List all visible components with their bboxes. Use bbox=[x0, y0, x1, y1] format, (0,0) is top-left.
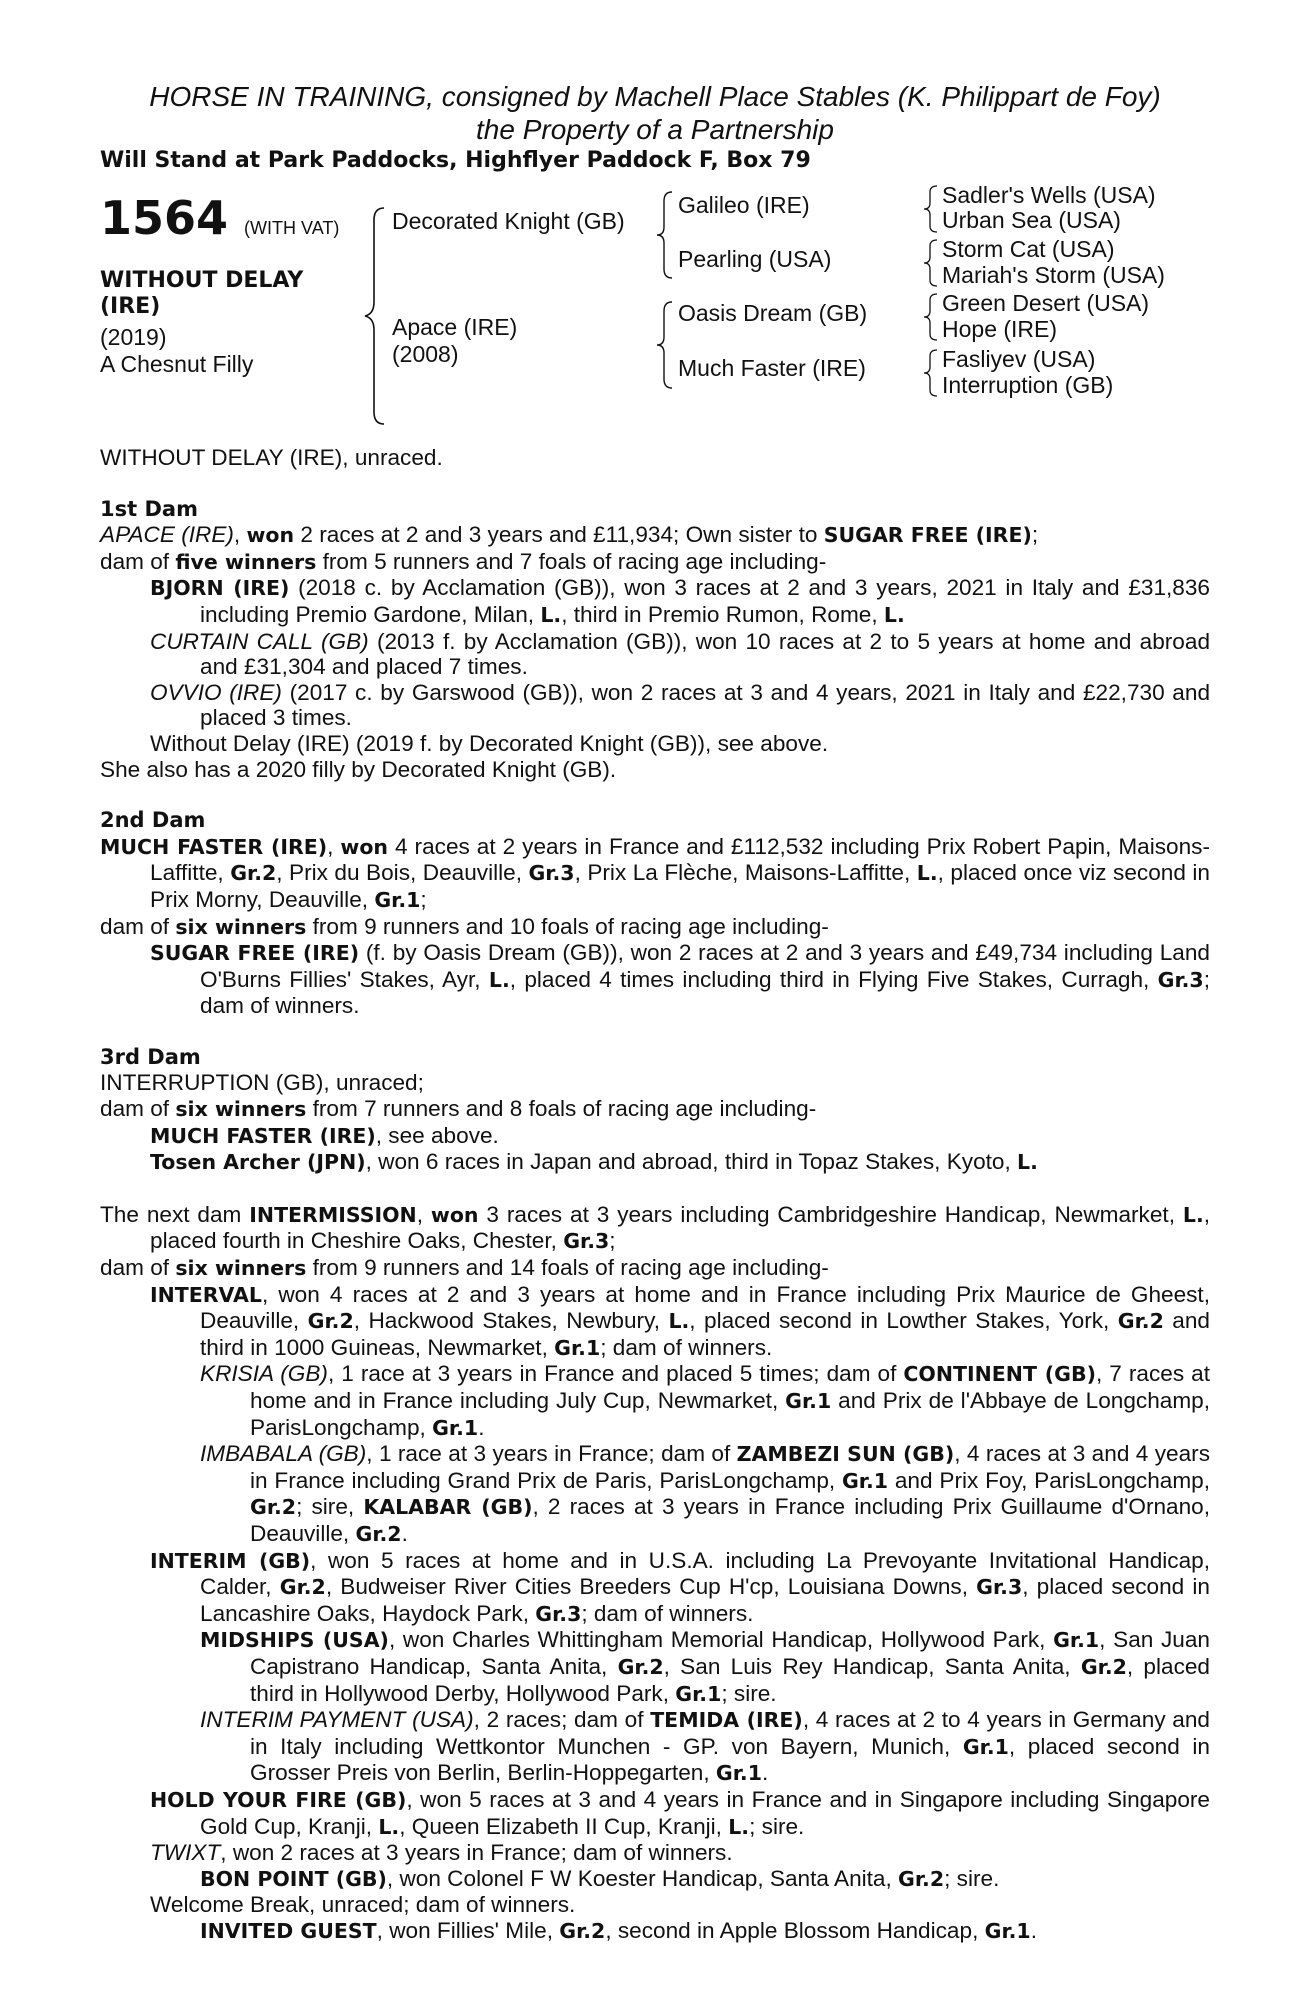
pedigree-notes bbox=[100, 445, 1210, 1944]
dd-brace-icon bbox=[922, 348, 940, 398]
lot-number: 1564 (WITH VAT) bbox=[100, 191, 340, 245]
next-dam-produce: dam of six winners from 9 runners and 14 foals of racing age including- bbox=[100, 1255, 829, 1281]
first-dam-produce: dam of five winners from 5 runners and 7 foals of racing age including- bbox=[100, 548, 827, 574]
sire-name: Decorated Knight (GB) bbox=[392, 208, 625, 234]
horse-description: A Chesnut Filly bbox=[100, 351, 254, 377]
dam-sire-name: Oasis Dream (GB) bbox=[678, 300, 868, 326]
dds-name: Fasliyev (USA) bbox=[942, 346, 1096, 372]
third-dam-line: INTERRUPTION (GB), unraced; bbox=[100, 1070, 424, 1096]
consignor-line: HORSE IN TRAINING, consigned by Machell Place Stables (K. Philippart de Foy) bbox=[149, 81, 1161, 112]
dam-name: Apace (IRE) bbox=[392, 314, 518, 340]
sss-name: Sadler's Wells (USA) bbox=[942, 182, 1156, 208]
sds-name: Storm Cat (USA) bbox=[942, 236, 1115, 262]
produce-twixt: TWIXT, won 2 races at 3 years in France; dam of winners. bbox=[150, 1840, 733, 1866]
main-brace-icon bbox=[362, 206, 388, 426]
dam-year: (2008) bbox=[392, 341, 459, 367]
second-dam-title: 2nd Dam bbox=[100, 808, 206, 833]
dss-name: Green Desert (USA) bbox=[942, 290, 1150, 316]
dam-dam-name: Much Faster (IRE) bbox=[678, 355, 866, 381]
produce-ovvio: OVVIO (IRE) (2017 c. by Garswood (GB)), won 2 races at 3 and 4 years, 2021 in Italy and £22,730 and placed 3 times. bbox=[150, 679, 1211, 731]
ddd-name: Interruption (GB) bbox=[942, 372, 1114, 398]
dam-brace-icon bbox=[655, 300, 675, 390]
produce-curtain-call: CURTAIN CALL (GB) (2013 f. by Acclamation (GB)), won 10 races at 2 to 5 years at home and abroad and £31,304 and placed 7 times. bbox=[150, 628, 1211, 680]
property-line: the Property of a Partnership bbox=[476, 114, 834, 145]
produce-interim-payment: INTERIM PAYMENT (USA), 2 races; dam of TEMIDA (IRE), 4 races at 2 to 4 years in Germany and in Italy including Wettkontor Munchen - GP. von Bayern, Munich, Gr.1, placed second in Grosser Preis von Berlin, Berlin-Hoppegarten, Gr.1. bbox=[200, 1707, 1210, 1786]
ssd-name: Urban Sea (USA) bbox=[942, 207, 1121, 233]
produce-much-faster: MUCH FASTER (IRE), see above. bbox=[150, 1122, 499, 1148]
third-dam-title: 3rd Dam bbox=[100, 1044, 201, 1069]
first-dam-also: She also has a 2020 filly by Decorated Knight (GB). bbox=[100, 756, 617, 782]
ds-brace-icon bbox=[922, 292, 940, 342]
produce-interim: INTERIM (GB), won 5 races at home and in U.S.A. including La Prevoyante Invitational Handicap, Calder, Gr.2, Budweiser River Cities Breeders Cup H'cp, Louisiana Downs, Gr.3, placed second in Lancashire Oaks, Haydock Park, Gr.3; dam of winners. bbox=[150, 1547, 1210, 1626]
dsd-name: Hope (IRE) bbox=[942, 316, 1058, 342]
second-dam-produce: dam of six winners from 9 runners and 10 foals of racing age including- bbox=[100, 913, 829, 939]
produce-interval: INTERVAL, won 4 races at 2 and 3 years at home and in France including Prix Maurice de Gheest, Deauville, Gr.2, Hackwood Stakes, Newbury, L., placed second in Lowther Stakes, York, Gr.2 and third in 1000 Guineas, Newmarket, Gr.1; dam of winners. bbox=[150, 1281, 1210, 1360]
next-dam-line: The next dam INTERMISSION, won 3 races at 3 years including Cambridgeshire Handicap, Newmarket, L., placed fourth in Cheshire Oaks, Chester, Gr.3; bbox=[100, 1201, 1211, 1254]
sd-brace-icon bbox=[922, 238, 940, 288]
intro-line: WITHOUT DELAY (IRE), unraced. bbox=[100, 445, 443, 470]
catalogue-page bbox=[100, 80, 1210, 1944]
produce-hold-your-fire: HOLD YOUR FIRE (GB), won 5 races at 3 and 4 years in France and in Singapore including Singapore Gold Cup, Kranji, L., Queen Elizabeth II Cup, Kranji, L.; sire. bbox=[150, 1786, 1210, 1839]
produce-krisia: KRISIA (GB), 1 race at 3 years in France and placed 5 times; dam of CONTINENT (GB), 7 races at home and in France including July Cup, Newmarket, Gr.1 and Prix de l'Abbaye de Longchamp, ParisLongchamp, Gr.1. bbox=[200, 1361, 1210, 1440]
third-dam-produce: dam of six winners from 7 runners and 8 foals of racing age including- bbox=[100, 1096, 817, 1122]
produce-tosen-archer: Tosen Archer (JPN), won 6 races in Japan and abroad, third in Topaz Stakes, Kyoto, L. bbox=[150, 1149, 1038, 1175]
sire-brace-icon bbox=[655, 190, 675, 280]
sire-sire-name: Galileo (IRE) bbox=[678, 192, 810, 218]
first-dam-title: 1st Dam bbox=[100, 496, 198, 521]
produce-without-delay: Without Delay (IRE) (2019 f. by Decorated Knight (GB)), see above. bbox=[150, 730, 829, 756]
second-dam-line: MUCH FASTER (IRE), won 4 races at 2 years in France and £112,532 including Prix Robert Papin, Maisons-Laffitte, Gr.2, Prix du Bois, Deauville, Gr.3, Prix La Flèche, Maisons-Laffitte, L., placed once viz second in Prix Morny, Deauville, Gr.1; bbox=[100, 833, 1211, 912]
first-dam-line: APACE (IRE), won 2 races at 2 and 3 years and £11,934; Own sister to SUGAR FREE (IRE); bbox=[100, 522, 1039, 548]
produce-imbabala: IMBABALA (GB), 1 race at 3 years in France; dam of ZAMBEZI SUN (GB), 4 races at 3 and 4 years in France including Grand Prix de Paris, ParisLongchamp, Gr.1 and Prix Foy, ParisLongchamp, Gr.2; sire, KALABAR (GB), 2 races at 3 years in France including Prix Guillaume d'Ornano, Deauville, Gr.2. bbox=[200, 1441, 1211, 1546]
horse-name: WITHOUT DELAY (IRE) bbox=[100, 268, 304, 319]
sdd-name: Mariah's Storm (USA) bbox=[942, 262, 1165, 288]
stand-line: Will Stand at Park Paddocks, Highflyer Paddock F, Box 79 bbox=[100, 148, 811, 173]
produce-bon-point: BON POINT (GB), won Colonel F W Koester Handicap, Santa Anita, Gr.2; sire. bbox=[200, 1865, 1000, 1891]
vat-label: (WITH VAT) bbox=[244, 218, 340, 238]
horse-year: (2019) bbox=[100, 324, 167, 350]
pedigree-block bbox=[100, 182, 1210, 445]
produce-invited-guest: INVITED GUEST, won Fillies' Mile, Gr.2, second in Apple Blossom Handicap, Gr.1. bbox=[200, 1917, 1037, 1943]
produce-midships: MIDSHIPS (USA), won Charles Whittingham Memorial Handicap, Hollywood Park, Gr.1, San Juan Capistrano Handicap, Santa Anita, Gr.2, San Luis Rey Handicap, Santa Anita, Gr.2, placed third in Hollywood Derby, Hollywood Park, Gr.1; sire. bbox=[200, 1627, 1210, 1706]
produce-welcome-break: Welcome Break, unraced; dam of winners. bbox=[150, 1892, 576, 1918]
ss-brace-icon bbox=[922, 184, 940, 234]
produce-sugar-free: SUGAR FREE (IRE) (f. by Oasis Dream (GB)), won 2 races at 2 and 3 years and £49,734 including Land O'Burns Fillies' Stakes, Ayr, L., placed 4 times including third in Flying Five Stakes, Curragh, Gr.3; dam of winners. bbox=[150, 940, 1211, 1019]
sire-dam-name: Pearling (USA) bbox=[678, 246, 832, 272]
produce-bjorn: BJORN (IRE) (2018 c. by Acclamation (GB)), won 3 races at 2 and 3 years, 2021 in Italy and £31,836 including Premio Gardone, Milan, L., third in Premio Rumon, Rome, L. bbox=[150, 575, 1210, 627]
